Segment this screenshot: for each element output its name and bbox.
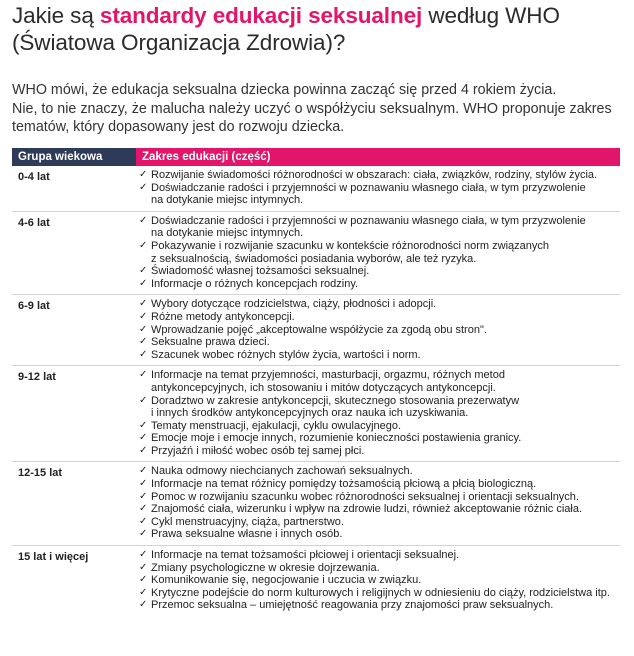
list-item-text: ✓ Wprowadzanie pojęć „akceptowalne współżycie za zgodą obu stron". (151, 323, 487, 336)
list-item-text-continued: na dotykanie miejsc intymnych. (151, 227, 304, 240)
education-scope-cell (136, 166, 620, 211)
page-title (12, 2, 627, 56)
list-item-text: ✓ Cykl menstruacyjny, ciąża, partnerstwo. (151, 515, 344, 528)
list-item (139, 215, 620, 240)
title-line-1 (12, 2, 627, 29)
list-item-text-continued: na dotykanie miejsc intymnych. (151, 194, 304, 207)
list-item-text: ✓ Zmiany psychologiczne w okresie dojrzewania. (151, 561, 380, 574)
list-item (139, 369, 620, 394)
list-item (139, 465, 620, 478)
intro-line: tematów, który dopasowany jest do rozwoju dziecka. (12, 119, 345, 135)
intro-paragraph (12, 81, 627, 137)
list-item (139, 311, 620, 324)
table-row (12, 366, 620, 462)
list-item-text: ✓ Nauka odmowy niechcianych zachowań seksualnych. (151, 465, 413, 478)
list-item-text-continued: antykoncepcyjnych, ich stosowaniu i mitów dotyczących antykoncepcji. (151, 381, 496, 394)
list-item-text: ✓ Znajomość ciała, wizerunku i wpływ na zdrowie ludzi, również akceptowanie różnic ciała. (151, 503, 583, 516)
table-header-row (12, 148, 620, 166)
list-item (139, 516, 620, 529)
who-standards-table (12, 148, 620, 616)
scope-list (139, 369, 620, 457)
title-prefix: Jakie są (12, 3, 100, 28)
list-item (139, 182, 620, 207)
education-scope-cell (136, 366, 620, 462)
intro-line: Nie, to nie znaczy, że malucha należy uczyć o współżyciu seksualnym. WHO proponuje zakres (12, 100, 612, 117)
list-item (139, 265, 620, 278)
list-item (139, 478, 620, 491)
list-item-text: ✓ Emocje moje i emocje innych, rozumienie konieczności postawienia granicy. (151, 432, 522, 445)
list-item-text: ✓ Różne metody antykoncepcji. (151, 310, 295, 323)
list-item (139, 324, 620, 337)
table-row (12, 295, 620, 366)
title-highlight: standardy edukacji seksualnej (99, 3, 423, 28)
age-group-cell: 0-4 lat (12, 166, 136, 211)
list-item (139, 349, 620, 362)
scope-list (139, 215, 620, 291)
list-item (139, 574, 620, 587)
list-item-text: ✓ Informacje na temat różnicy pomiędzy tożsamością płciową a płcią biologiczną. (151, 478, 537, 491)
list-item-text-continued: z seksualnością, świadomości posiadania wyborów, ale też ryzyka. (151, 252, 477, 265)
table-row (12, 462, 620, 546)
age-group-cell: 4-6 lat (12, 211, 136, 295)
list-item-text: ✓ Informacje na temat przyjemności, masturbacji, orgazmu, różnych metod (151, 369, 505, 382)
age-group-cell: 6-9 lat (12, 295, 136, 366)
intro-line: WHO mówi, że edukacja seksualna dziecka powinna zacząć się przed 4 rokiem życia. (12, 82, 557, 98)
table-row (12, 546, 620, 616)
list-item (139, 549, 620, 562)
list-item (139, 432, 620, 445)
education-scope-cell (136, 295, 620, 366)
title-suffix: według WHO (422, 3, 560, 28)
scope-list (139, 549, 620, 612)
list-item-text: ✓ Doświadczanie radości i przyjemności w poznawaniu własnego ciała, w tym przyzwolenie (151, 214, 586, 227)
age-group-cell: 12-15 lat (12, 462, 136, 546)
list-item-text: ✓ Doświadczanie radości i przyjemności w poznawaniu własnego ciała, w tym przyzwolenie (151, 181, 586, 194)
list-item-text: ✓ Krytyczne podejście do norm kulturowych i religijnych w odniesieniu do ciąży, rodzicielstwa itp. (151, 586, 610, 599)
list-item-text: ✓ Informacje o różnych koncepcjach rodziny. (151, 277, 359, 290)
scope-list (139, 465, 620, 541)
list-item-text: ✓ Seksualne prawa dzieci. (151, 336, 270, 349)
age-group-cell: 9-12 lat (12, 366, 136, 462)
list-item-text: ✓ Szacunek wobec różnych stylów życia, wartości i norm. (151, 348, 421, 361)
list-item (139, 562, 620, 575)
table-body (12, 166, 620, 616)
list-item-text: ✓ Pomoc w rozwijaniu szacunku wobec różnorodności seksualnej i orientacji seksualnych. (151, 490, 579, 503)
list-item-text: ✓ Doradztwo w zakresie antykoncepcji, skutecznego stosowania prezerwatyw (151, 394, 520, 407)
list-item-text: ✓ Przemoc seksualna – umiejętność reagowania przy znajomości praw seksualnych. (151, 599, 554, 612)
list-item (139, 240, 620, 265)
list-item-text: ✓ Przyjaźń i miłość wobec osób tej samej płci. (151, 444, 365, 457)
list-item-text: ✓ Komunikowanie się, negocjowanie i uczucia w związku. (151, 574, 422, 587)
list-item-text: ✓ Informacje na temat tożsamości płciowej i orientacji seksualnej. (151, 549, 460, 562)
education-scope-cell (136, 211, 620, 295)
list-item (139, 587, 620, 600)
age-group-cell: 15 lat i więcej (18, 551, 89, 564)
list-item-text: ✓ Pokazywanie i rozwijanie szacunku w kontekście różnorodności norm związanych (151, 239, 550, 252)
education-scope-cell (136, 462, 620, 546)
scope-list (139, 298, 620, 361)
list-item (139, 298, 620, 311)
header-age-group: Grupa wiekowa (12, 148, 136, 166)
list-item-text: ✓ Tematy menstruacji, ejakulacji, cyklu owulacyjnego. (151, 419, 402, 432)
list-item-text: ✓ Rozwijanie świadomości różnorodności w obszarach: ciała, związków, rodziny, stylów życia. (151, 169, 598, 181)
list-item (139, 445, 620, 458)
list-item (139, 599, 620, 612)
list-item-text-continued: i innych środków antykoncepcyjnych oraz nauka ich uzyskiwania. (151, 407, 469, 420)
education-scope-cell (136, 546, 620, 616)
list-item (139, 420, 620, 433)
list-item (139, 278, 620, 291)
title-line-2: (Światowa Organizacja Zdrowia)? (12, 30, 346, 55)
list-item (139, 528, 620, 541)
scope-list (139, 169, 620, 207)
table-row (12, 166, 620, 211)
list-item-text: ✓ Wybory dotyczące rodzicielstwa, ciąży, płodności i adopcji. (151, 298, 437, 311)
list-item (139, 169, 620, 182)
list-item-text: ✓ Prawa seksualne własne i innych osób. (151, 528, 343, 541)
list-item (139, 503, 620, 516)
table-row (12, 211, 620, 295)
header-education-scope: Zakres edukacji (część) (136, 148, 620, 166)
list-item-text: ✓ Świadomość własnej tożsamości seksualnej. (151, 265, 370, 278)
list-item (139, 395, 620, 420)
list-item (139, 336, 620, 349)
list-item (139, 491, 620, 504)
